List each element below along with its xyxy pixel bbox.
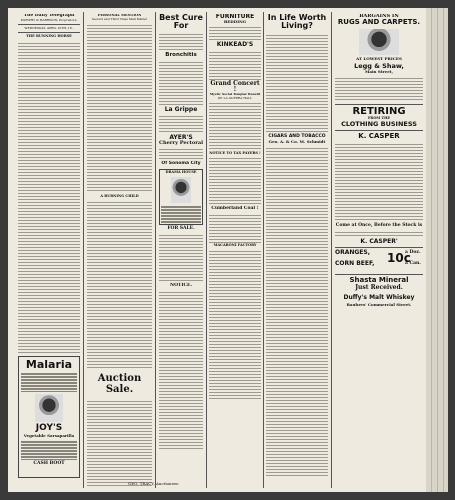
concert-text (209, 101, 261, 151)
clothing-business-title: CLOTHING BUSINESS (341, 119, 417, 128)
cure-text (159, 32, 203, 52)
grand-concert-sub: Mystic Social Templar Benefit (209, 92, 261, 97)
cherry-pectoral: Cherry Pectoral (159, 140, 203, 147)
legg-shaw-sub: Main Street, (364, 68, 393, 74)
newspaper-page (8, 8, 426, 492)
col2-notice: A BURNING CHILD (100, 193, 139, 198)
furniture-ad: FURNITURE (215, 14, 255, 20)
malaria-ad-text (21, 372, 77, 392)
grippe-text (159, 114, 203, 134)
for-sale-title: FOR SALE. (167, 226, 195, 232)
malaria-title: Malaria (25, 357, 73, 371)
corn-beef-label: CORN BEEF, (335, 260, 375, 268)
furniture-text (209, 25, 261, 41)
notice-text (159, 290, 203, 450)
rugs-carpets-title: RUGS AND CARPETS. (337, 18, 421, 27)
masthead-sub: MURPHY & HARRISON, Proprietors. (20, 17, 78, 22)
casper-text-2 (335, 230, 423, 238)
page-footer: GEO. TRACY, Auctioneer. (128, 481, 180, 486)
oranges-label: ORANGES, (335, 249, 371, 257)
tax-notice-text (209, 156, 261, 206)
drama-house-title: DRAMA HOUSE (165, 170, 197, 175)
ayers-text (159, 147, 203, 161)
retiring-title: RETIRING (352, 105, 406, 117)
legg-shaw-title: Legg & Shaw, (354, 61, 404, 70)
col2-text-block-2 (87, 200, 152, 370)
casper-text-1 (335, 142, 423, 222)
life-worth-living-headline: In Life Worth Living? (267, 14, 327, 31)
drama-house-text (161, 205, 201, 223)
k-casper-signature: K. CASPER' (360, 237, 398, 245)
col2-subhead: Second and Third Class Mail Matter (91, 16, 148, 21)
cigars-ad-title: CIGARS AND TOBACCO (268, 133, 326, 139)
column-rule (155, 12, 156, 488)
grippe-title: La Grippe (164, 105, 198, 113)
carpet-illustration (359, 29, 399, 55)
col5-text-block-1 (266, 33, 328, 133)
column-3 (159, 14, 203, 486)
bronchitis-title: Bronchitis (165, 51, 197, 58)
k-casper-title: K. CASPER (358, 131, 400, 140)
bottle-illustration (35, 394, 63, 422)
cash-boot: CASH BOOT (33, 460, 65, 466)
col1-heading: THE RUNNING HORSE (26, 34, 72, 38)
col2-text-block-1 (87, 23, 152, 193)
column-1 (18, 14, 80, 486)
cumberland-title: Cumberland Coal ! (211, 206, 259, 212)
footer-address: Bauhres' Commercial Street. (346, 302, 412, 308)
legg-shaw-text (335, 76, 423, 102)
ayers-title: AYER'S (169, 133, 193, 141)
cumberland-text (209, 213, 261, 243)
auction-text (87, 399, 152, 486)
macaroni-text (209, 249, 261, 399)
col5-text-block-2 (266, 146, 328, 476)
a-doz: a Doz. (405, 250, 421, 256)
column-rule (331, 12, 332, 488)
a-can: a Can. (405, 261, 421, 267)
adjacent-page-edge (426, 8, 448, 492)
column-5 (266, 14, 328, 486)
col2-heading: PERSONAL MENTION (97, 14, 142, 17)
notice-title: NOTICE. (169, 282, 193, 288)
column-2 (87, 14, 152, 486)
retiring-from: FROM THE (367, 116, 391, 121)
column-rule (206, 12, 207, 488)
column-rule (83, 12, 84, 488)
auction-sale-title: Auction Sale. (97, 373, 142, 395)
best-cure-ad: Best Cure For (159, 14, 203, 31)
masthead: The Daily Telegraph (23, 14, 75, 18)
come-at-once: Come at Once, Before the Stock is (335, 223, 423, 229)
column-rule (263, 12, 264, 488)
for-sale-text (159, 233, 203, 283)
cigars-ad-sub: Geo. A. & Co. M. Schmidt (268, 138, 326, 144)
concert-hall: DE LA GUERRA HALL (217, 95, 253, 100)
lowest-prices: AT LOWEST PRICES (356, 55, 402, 61)
col1-text-block (18, 41, 80, 353)
bronchitis-text (159, 60, 203, 106)
price-10c: 10c (387, 251, 411, 266)
bargains-header: BARGAINS IN (359, 14, 399, 19)
joys-title: JOY'S (35, 423, 63, 434)
date-line: WEDNESDAY, APRIL 10TH, 18.. (24, 25, 74, 30)
malaria-ad (18, 356, 80, 478)
column-4 (209, 14, 261, 486)
kinkeads-text (209, 50, 261, 80)
shasta-mineral: Shasta Mineral (349, 276, 409, 285)
bedding-label: BEDDING (223, 19, 247, 25)
macaroni-title: MACARONI FACTORY (213, 243, 257, 248)
portrait-illustration (171, 177, 191, 203)
sonoma-city: Of Sonoma City (161, 161, 201, 167)
duffys-malt-whiskey: Duffy's Malt Whiskey (343, 293, 415, 301)
oranges-corn-beef-ad (335, 250, 423, 272)
grand-concert-title: Grand Concert ! (210, 79, 260, 94)
column-6 (335, 14, 423, 486)
drama-house-ad (159, 169, 203, 225)
joys-ad-text (21, 440, 77, 460)
tax-notice-title: NOTICE TO TAX PAYERS ! (209, 150, 261, 155)
joys-sub: Vegetable Sarsaparilla (23, 432, 75, 438)
kinkeads-title: KINKEAD'S (216, 41, 254, 49)
just-received: Just Received. (355, 284, 403, 292)
